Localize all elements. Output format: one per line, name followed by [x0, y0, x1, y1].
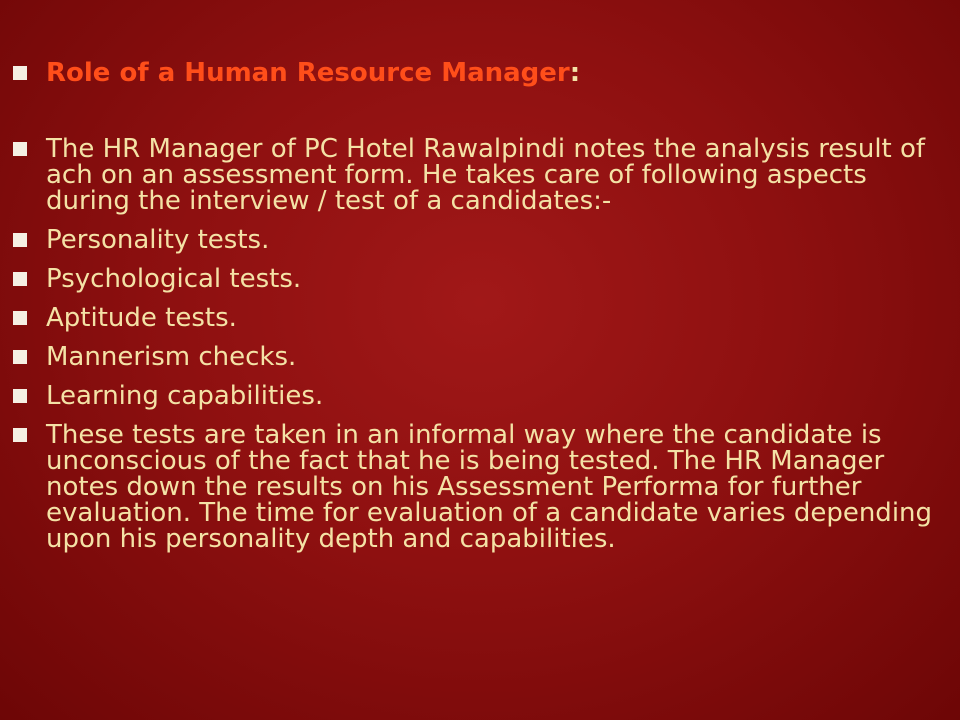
- bullet-text: Personality tests.: [46, 225, 270, 255]
- square-bullet-icon: [13, 272, 27, 286]
- bullet-text: Aptitude tests.: [46, 303, 237, 333]
- bullet-item-mannerism: [12, 344, 937, 370]
- bullet-text: Psychological tests.: [46, 264, 302, 294]
- bullet-text: These tests are taken in an informal way where the candidate is unconscious of the fact that he is being tested. The HR Manager notes down the results on his Assessment Performa for further evaluation. The time for evaluation of a candidate varies depending upon his personality depth and capabilities.: [46, 420, 933, 554]
- square-bullet-icon: [13, 389, 27, 403]
- square-bullet-icon: [13, 350, 27, 364]
- title-colon: :: [569, 58, 581, 88]
- square-bullet-icon: [13, 311, 27, 325]
- bullet-item-intro: [12, 136, 937, 214]
- bullet-item-informal-tests: [12, 422, 937, 552]
- bullet-item-psychological: [12, 266, 937, 292]
- bullet-list: [12, 60, 937, 565]
- bullet-item-aptitude: [12, 305, 937, 331]
- bullet-item-learning: [12, 383, 937, 409]
- title-text: Role of a Human Resource Manager: [46, 58, 570, 88]
- bullet-text: The HR Manager of PC Hotel Rawalpindi notes the analysis result of ach on an assessment form. He takes care of following aspects during the interview / test of a candidates:-: [46, 134, 926, 216]
- square-bullet-icon: [13, 428, 27, 442]
- square-bullet-icon: [13, 66, 27, 80]
- bullet-text: Mannerism checks.: [46, 342, 297, 372]
- square-bullet-icon: [13, 233, 27, 247]
- square-bullet-icon: [13, 142, 27, 156]
- slide-title: [12, 60, 937, 86]
- bullet-text: Learning capabilities.: [46, 381, 324, 411]
- bullet-item-personality: [12, 227, 937, 253]
